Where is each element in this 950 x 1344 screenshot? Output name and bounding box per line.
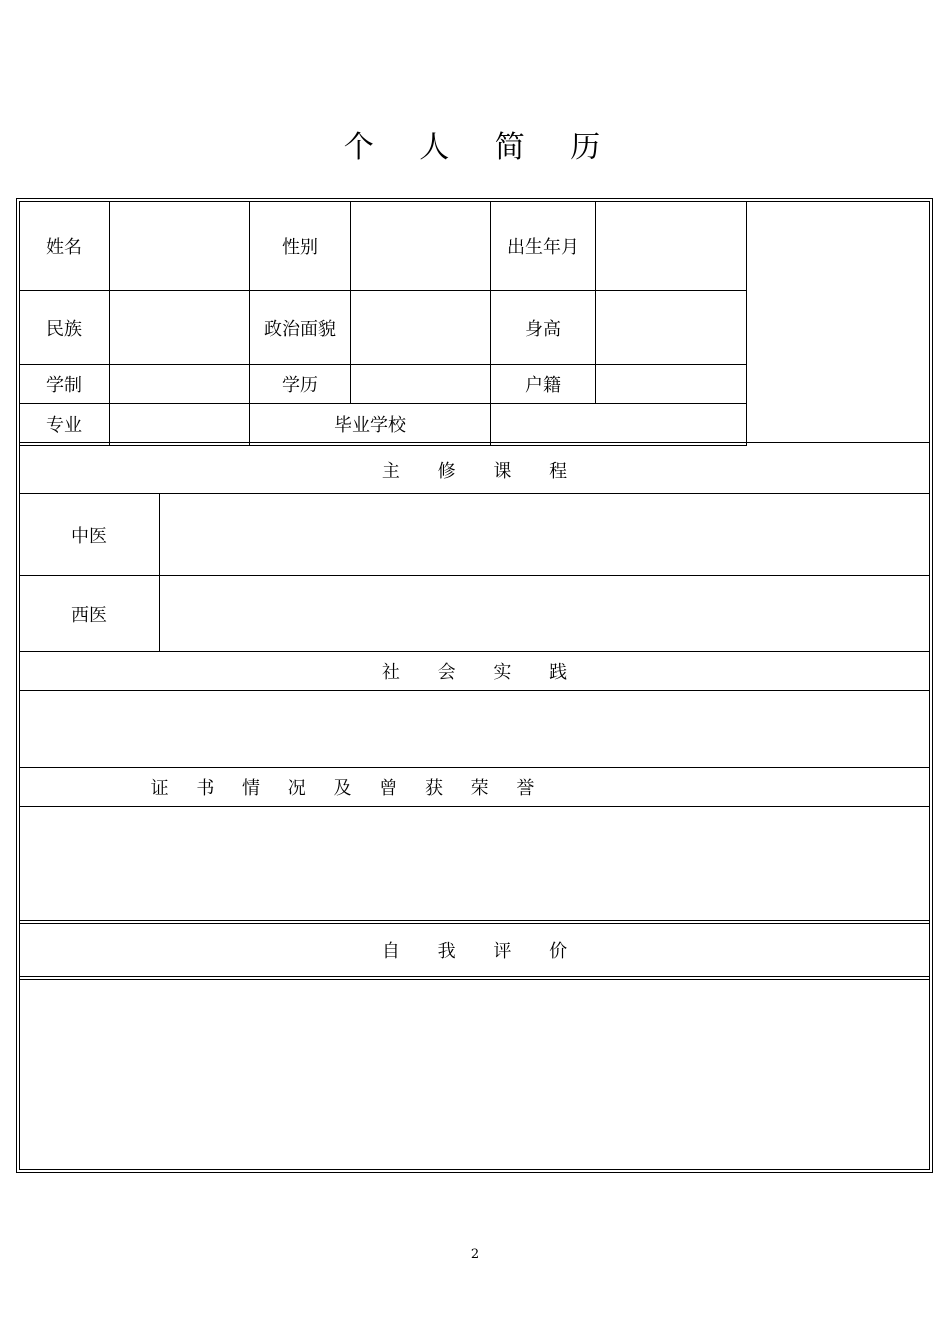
main-courses-heading: 主 修 课 程 xyxy=(381,460,584,482)
education-value-cell[interactable] xyxy=(351,365,490,403)
name-value-cell[interactable] xyxy=(110,201,249,290)
western-courses-label: 西医 xyxy=(71,604,107,626)
gender-label: 性别 xyxy=(282,236,318,258)
height-label: 身高 xyxy=(525,318,561,340)
social-practice-cell[interactable] xyxy=(20,691,930,766)
major-label: 专业 xyxy=(46,414,82,436)
name-label: 姓名 xyxy=(46,236,82,258)
western-courses-cell[interactable] xyxy=(160,576,930,651)
hukou-label: 户籍 xyxy=(525,375,561,396)
col-divider xyxy=(159,493,160,651)
page-number: 2 xyxy=(470,1247,480,1262)
schooling-length-label: 学制 xyxy=(46,375,82,396)
photo-cell[interactable] xyxy=(747,201,930,442)
major-value-cell[interactable] xyxy=(110,404,249,443)
graduate-school-label: 毕业学校 xyxy=(334,414,406,436)
political-status-value-cell[interactable] xyxy=(351,291,490,364)
self-evaluation-heading: 自 我 评 价 xyxy=(381,941,584,962)
tcm-courses-label: 中医 xyxy=(71,525,107,547)
tcm-courses-cell[interactable] xyxy=(160,494,930,575)
schooling-length-value-cell[interactable] xyxy=(110,365,249,403)
birth-value-cell[interactable] xyxy=(596,201,746,290)
political-status-label: 政治面貌 xyxy=(264,318,336,340)
birth-label: 出生年月 xyxy=(507,236,579,258)
social-practice-heading: 社 会 实 践 xyxy=(381,662,584,683)
certificates-honors-heading: 证 书 情 况 及 曾 获 荣 誉 xyxy=(150,778,546,799)
self-evaluation-cell[interactable] xyxy=(20,980,930,1169)
ethnicity-value-cell[interactable] xyxy=(110,291,249,364)
row-divider xyxy=(19,976,930,977)
height-value-cell[interactable] xyxy=(596,291,746,364)
row-divider xyxy=(19,920,930,921)
resume-title: 个 人 简 历 xyxy=(343,130,619,165)
certificates-honors-cell[interactable] xyxy=(20,807,930,920)
gender-value-cell[interactable] xyxy=(351,201,490,290)
hukou-value-cell[interactable] xyxy=(596,365,746,403)
education-label: 学历 xyxy=(282,375,318,396)
ethnicity-label: 民族 xyxy=(46,318,82,340)
graduate-school-value-cell[interactable] xyxy=(491,404,746,443)
